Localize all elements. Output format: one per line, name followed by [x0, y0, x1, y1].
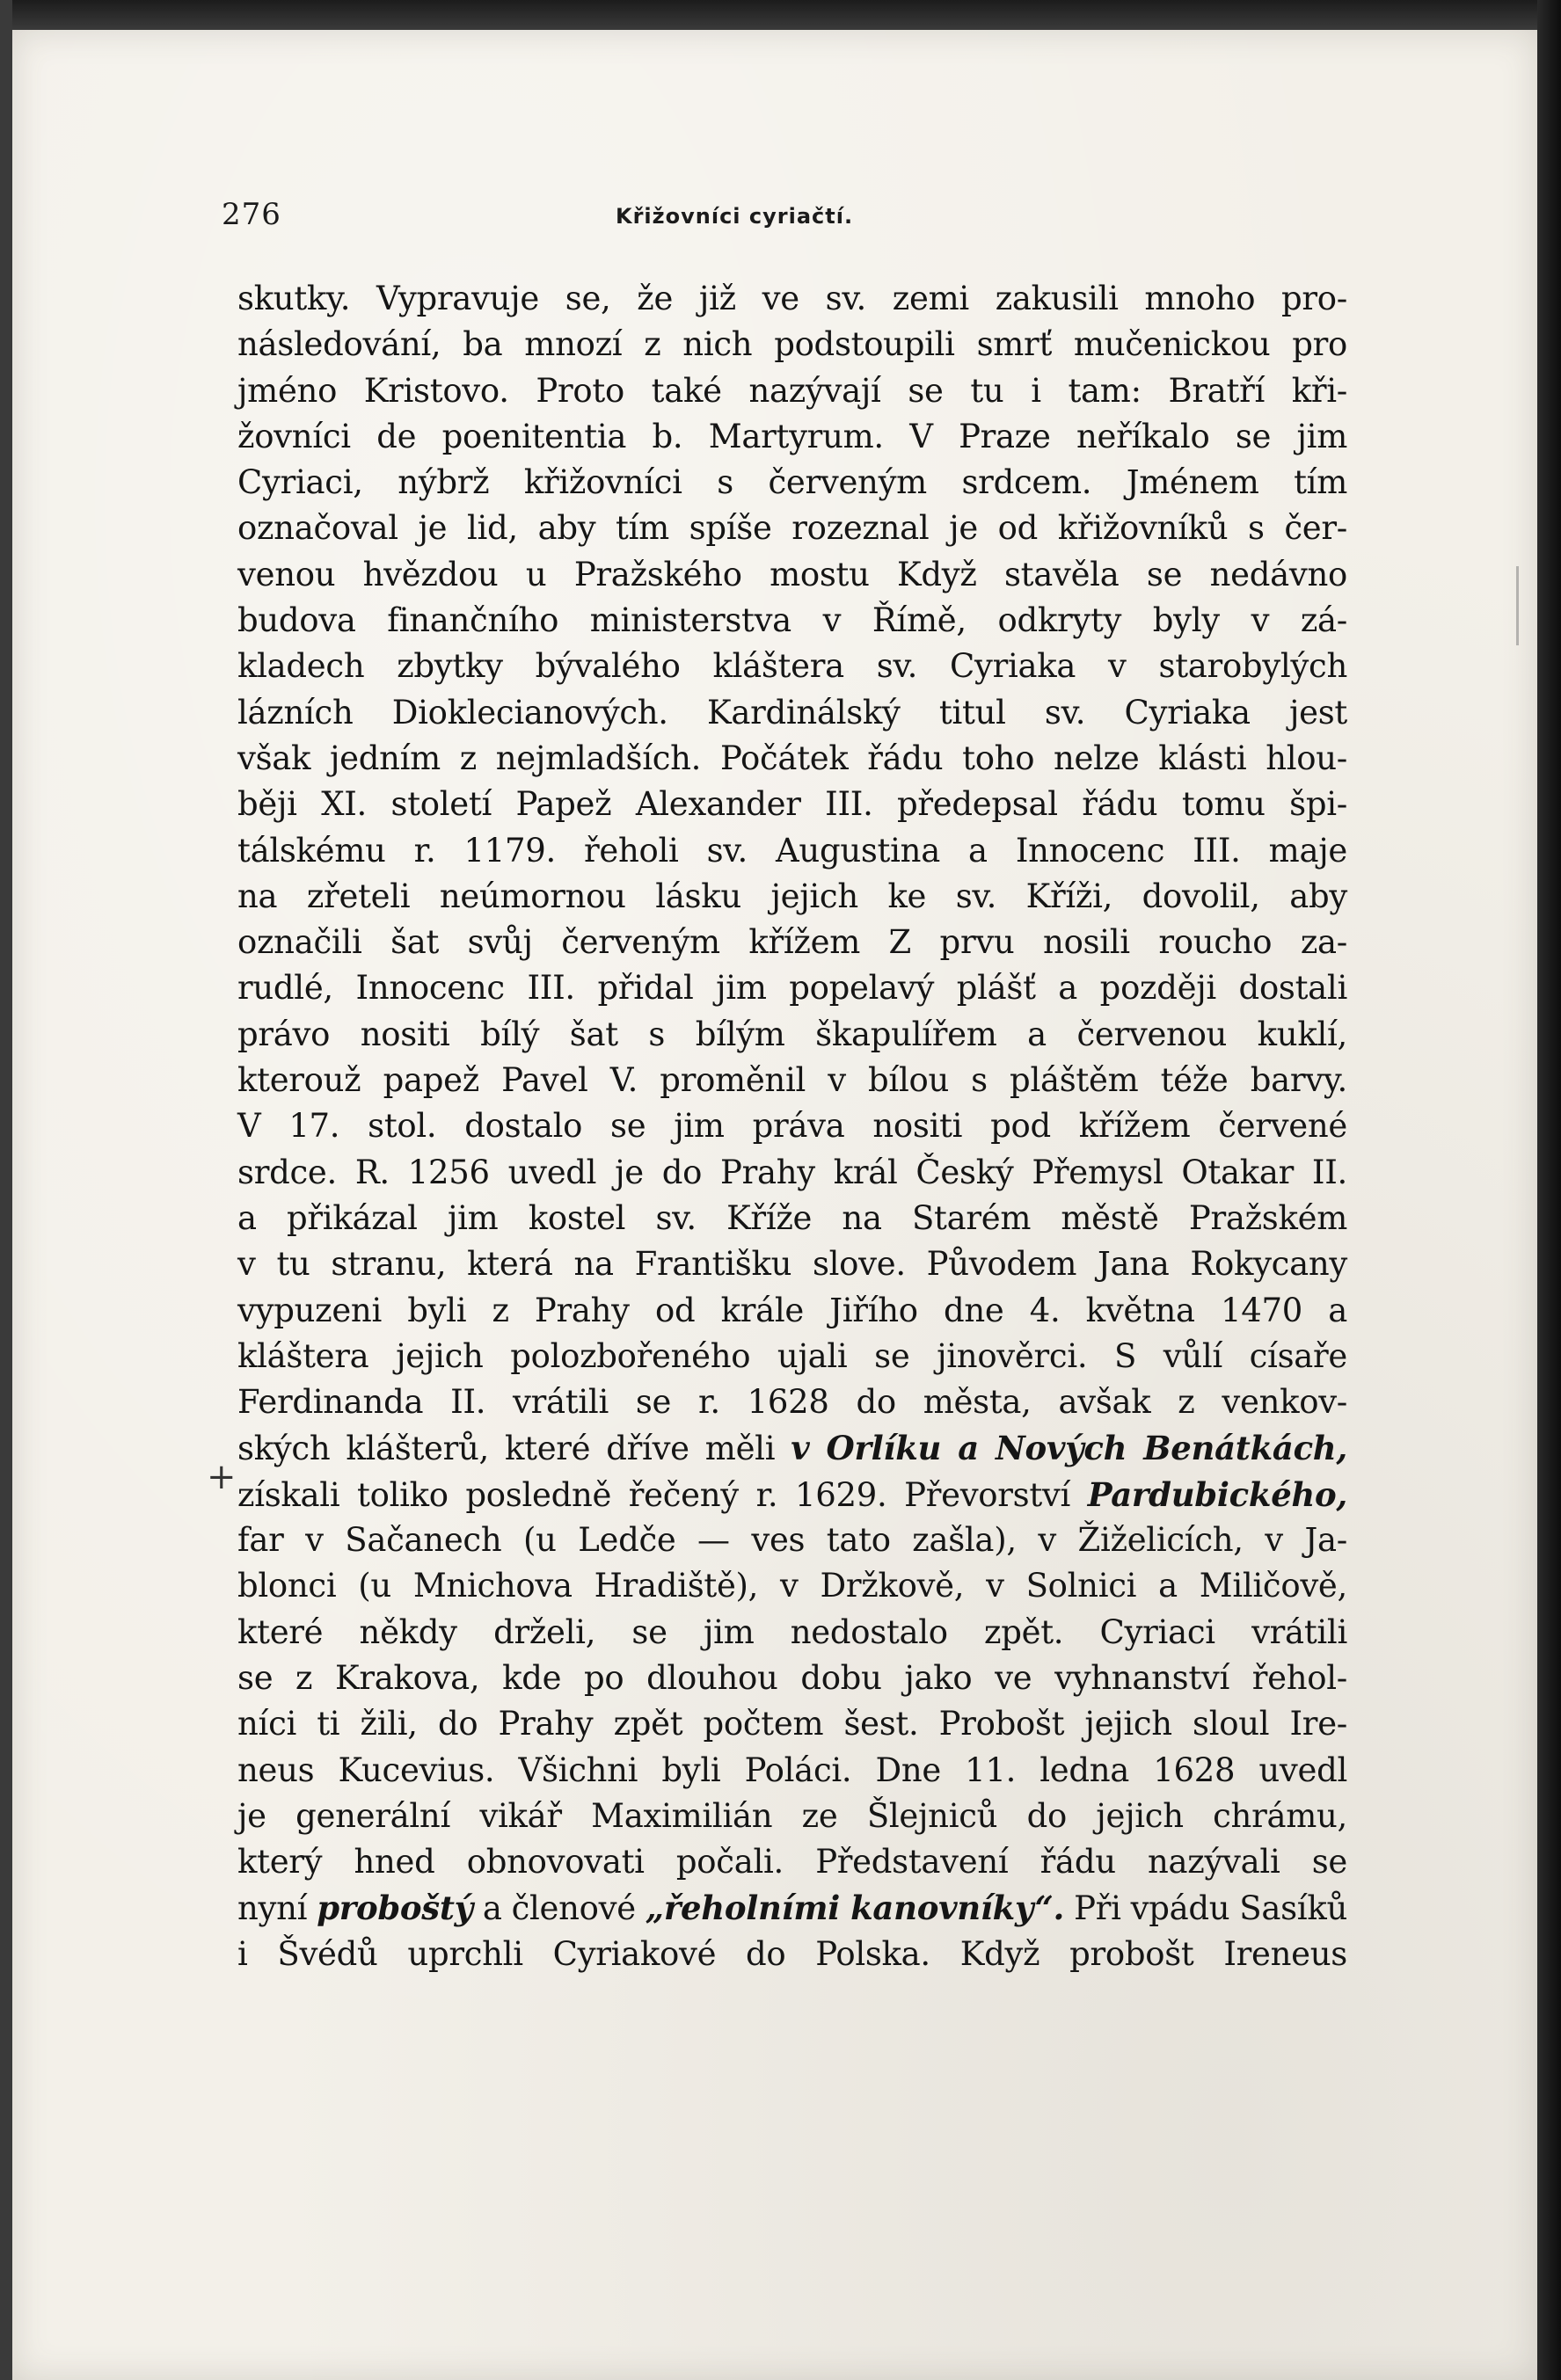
body-text — [237, 276, 1347, 1977]
text-line: Cyriaci, nýbrž křižovníci s červeným srdcem. Jménem tím — [237, 463, 1347, 502]
scan-frame-right — [1537, 0, 1561, 2380]
text-line: se z Krakova, kde po dlouhou dobu jako ve vyhnanství řehol- — [237, 1658, 1347, 1697]
text-line: far v Sačanech (u Ledče — ves tato zašla), v Žiželicích, v Ja- — [237, 1521, 1347, 1560]
text-line: na zřeteli neúmornou lásku jejich ke sv. Kříži, dovolil, aby — [237, 877, 1347, 915]
text-line: běji XI. století Papež Alexander III. předepsal řádu tomu špi- — [237, 785, 1347, 824]
binding-mark — [1516, 566, 1519, 645]
scan-frame-left — [0, 0, 12, 2380]
text-line: ských klášterů, které dříve měli v Orlíku a Nových Benátkách, — [237, 1429, 1347, 1468]
text-line: skutky. Vypravuje se, že již ve sv. zemi zakusili mnoho pro- — [237, 280, 1347, 317]
text-line: vypuzeni byli z Prahy od krále Jiřího dne 4. května 1470 a — [237, 1291, 1347, 1329]
text-line: který hned obnovovati počali. Představení řádu nazývali se — [237, 1843, 1347, 1881]
text-line: neus Kucevius. Všichni byli Poláci. Dne 11. ledna 1628 uvedl — [237, 1750, 1347, 1789]
text-line: venou hvězdou u Pražského mostu Když stavěla se nedávno — [237, 555, 1347, 593]
text-line: Ferdinanda II. vrátili se r. 1628 do města, avšak z venkov- — [237, 1383, 1347, 1422]
margin-annotation-mark: + — [207, 1457, 237, 1497]
text-line: které někdy drželi, se jim nedostalo zpět. Cyriaci vrátili — [237, 1612, 1347, 1651]
text-line: však jedním z nejmladších. Počátek řádu toho nelze klásti hlou- — [237, 739, 1347, 777]
text-line: níci ti žili, do Prahy zpět počtem šest. Probošt jejich sloul Ire- — [237, 1705, 1347, 1743]
text-line: označili šat svůj červeným křížem Z prvu nosili roucho za- — [237, 923, 1347, 962]
text-line: kterouž papež Pavel V. proměnil v bílou s pláštěm téže barvy. — [237, 1061, 1347, 1100]
text-line: rudlé, Innocenc III. přidal jim popelavý plášť a později dostali — [237, 969, 1347, 1008]
text-line: lázních Dioklecianových. Kardinálský titul sv. Cyriaka jest — [237, 693, 1347, 731]
book-page — [12, 30, 1537, 2380]
text-line: i Švédů uprchli Cyriakové do Polska. Když probošt Ireneus — [237, 1934, 1347, 1973]
text-line: žovníci de poenitentia b. Martyrum. V Praze neříkalo se jim — [237, 417, 1347, 455]
text-line: jméno Kristovo. Proto také nazývají se tu i tam: Bratří kři- — [237, 371, 1347, 410]
text-line: je generální vikář Maximilián ze Šlejniců do jejich chrámu, — [237, 1796, 1347, 1835]
text-line: získali toliko posledně řečený r. 1629. Převorství Pardubického, — [237, 1474, 1347, 1514]
text-line: kláštera jejich polozbořeného ujali se jinověrci. S vůlí císaře — [237, 1336, 1347, 1375]
text-line: blonci (u Mnichova Hradiště), v Držkově, v Solnici a Miličově, — [237, 1567, 1347, 1605]
running-head: Křižovníci cyriačtí. — [616, 204, 854, 229]
page-header — [222, 190, 1356, 243]
text-line: tálskému r. 1179. řeholi sv. Augustina a Innocenc III. maje — [237, 831, 1347, 870]
text-line: srdce. R. 1256 uvedl je do Prahy král Český Přemysl Otakar II. — [237, 1153, 1347, 1191]
text-line: budova finančního ministerstva v Římě, odkryty byly v zá- — [237, 601, 1347, 640]
text-line: následování, ba mnozí z nich podstoupili smrť mučenickou pro — [237, 325, 1347, 364]
text-line: označoval je lid, aby tím spíše rozeznal je od křižovníků s čer- — [237, 509, 1347, 548]
page-number: 276 — [222, 197, 281, 232]
text-line: V 17. stol. dostalo se jim práva nositi pod křížem červené — [237, 1107, 1347, 1146]
text-line: kladech zbytky bývalého kláštera sv. Cyriaka v starobylých — [237, 647, 1347, 686]
text-line: a přikázal jim kostel sv. Kříže na Starém městě Pražském — [237, 1198, 1347, 1237]
text-line: právo nositi bílý šat s bílým škapulířem a červenou kuklí, — [237, 1015, 1347, 1053]
text-line: v tu stranu, která na Františku slove. Původem Jana Rokycany — [237, 1245, 1347, 1284]
text-line: nyní proboštý a členové „řeholními kanovníky“. Při vpádu Sasíků — [237, 1889, 1347, 1928]
scan-frame-top — [0, 0, 1561, 30]
